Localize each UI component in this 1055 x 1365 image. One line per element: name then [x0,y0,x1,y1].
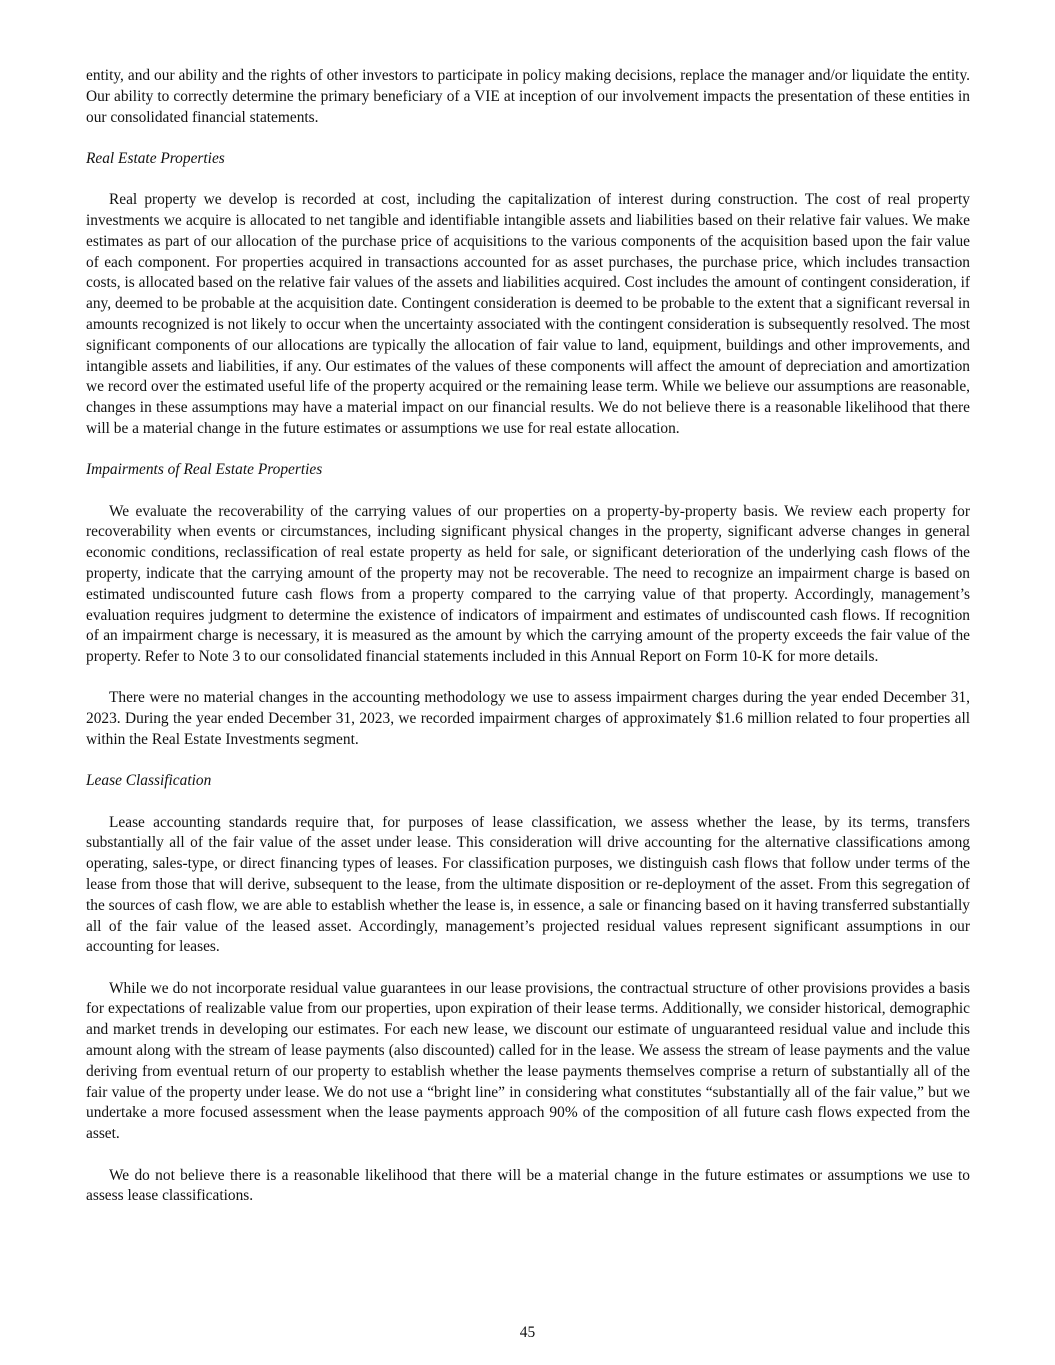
impairments-paragraph-1: We evaluate the recoverability of the carrying values of our properties on a property-by-property basis. We review each property for recoverability when events or circumstances, including significant physical changes in the property, significant adverse changes in general economic conditions, reclassification of real estate property as held for sale, or significant deterioration of the underlying cash flows of the property, indicate that the carrying amount of the property may not be recoverable. The need to recognize an impairment charge is based on estimated undiscounted future cash flows from a property compared to the carrying value of that property. Accordingly, management’s evaluation requires judgment to determine the existence of indicators of impairment and estimates of undiscounted cash flows. If recognition of an impairment charge is necessary, it is measured as the amount by which the carrying amount of the property exceeds the fair value of the property. Refer to Note 3 to our consolidated financial statements included in this Annual Report on Form 10-K for more details. [86,502,970,666]
section-heading-real-estate-properties: Real Estate Properties [86,149,225,167]
intro-paragraph: entity, and our ability and the rights of other investors to participate in policy making decisions, replace the manager and/or liquidate the entity. Our ability to correctly determine the primary beneficiary of a VIE at inception of our involvement impacts the presentation of these entities in our consolidated financial statements. [86,67,970,126]
section-heading-impairments: Impairments of Real Estate Properties [86,461,323,479]
lease-classification-paragraph-3: We do not believe there is a reasonable likelihood that there will be a material change in the future estimates or assumptions we use to assess lease classifications. [86,1166,970,1205]
page-number: 45 [519,1324,536,1341]
section-heading-lease-classification: Lease Classification [86,772,212,790]
lease-classification-paragraph-2: While we do not incorporate residual value guarantees in our lease provisions, the contractual structure of other provisions provides a basis for expectations of realizable value from our properties, upon expiration of their lease terms. Additionally, we consider historical, demographic and market trends in developing our estimates. For each new lease, we discount our estimate of unguaranteed residual value and include this amount along with the stream of lease payments (also discounted) called for in the lease. We assess the stream of lease payments and the value deriving from eventual return of our property to establish whether the lease payments themselves comprise a return of substantially all of the fair value of the property under lease. We do not use a “bright line” in considering what constitutes “substantially all of the fair value,” but we undertake a more focused assessment when the lease payments approach 90% of the composition of all future cash flows expected from the asset. [86,979,970,1143]
real-estate-properties-paragraph: Real property we develop is recorded at cost, including the capitalization of interest during construction. The cost of real property investments we acquire is allocated to net tangible and identifiable intangible assets and liabilities based on their relative fair values. We make estimates as part of our allocation of the purchase price of acquisitions to the various components of the acquisition based upon the fair value of each component. For properties acquired in transactions accounted for as asset purchases, the purchase price, which includes transaction costs, is allocated based on the relative fair values of the assets and liabilities acquired. Cost includes the amount of contingent consideration, if any, deemed to be probable at the acquisition date. Contingent consideration is deemed to be probable to the extent that a significant reversal in amounts recognized is not likely to occur when the uncertainty associated with the contingent consideration is subsequently resolved. The most significant components of our allocations are typically the allocation of fair value to land, equipment, buildings and other improvements, and intangible assets and liabilities, if any. Our estimates of the values of these components will affect the amount of depreciation and amortization we record over the estimated useful life of the property acquired or the remaining lease term. While we believe our assumptions are reasonable, changes in these assumptions may have a material impact on our financial results. We do not believe there is a reasonable likelihood that there will be a material change in the future estimates or assumptions we use for real estate allocation. [86,191,970,437]
document-page [86,66,970,1207]
lease-classification-paragraph-1: Lease accounting standards require that, for purposes of lease classification, we assess whether the lease, by its terms, transfers substantially all of the fair value of the asset under lease. This consideration will drive accounting for the alternative classifications among operating, sales-type, or direct financing types of leases. For classification purposes, we distinguish cash flows that follow under terms of the lease from those that will derive, subsequent to the lease, from the ultimate disposition or re-deployment of the asset. From this segregation of the sources of cash flow, we are able to establish whether the lease is, in essence, a sale or financing based on it having transferred substantially all of the fair value of the leased asset. Accordingly, management’s projected residual values represent significant assumptions in our accounting for leases. [86,813,970,956]
impairments-paragraph-2: There were no material changes in the accounting methodology we use to assess impairment charges during the year ended December 31, 2023. During the year ended December 31, 2023, we recorded impairment charges of approximately $1.6 million related to four properties all within the Real Estate Investments segment. [86,689,970,749]
